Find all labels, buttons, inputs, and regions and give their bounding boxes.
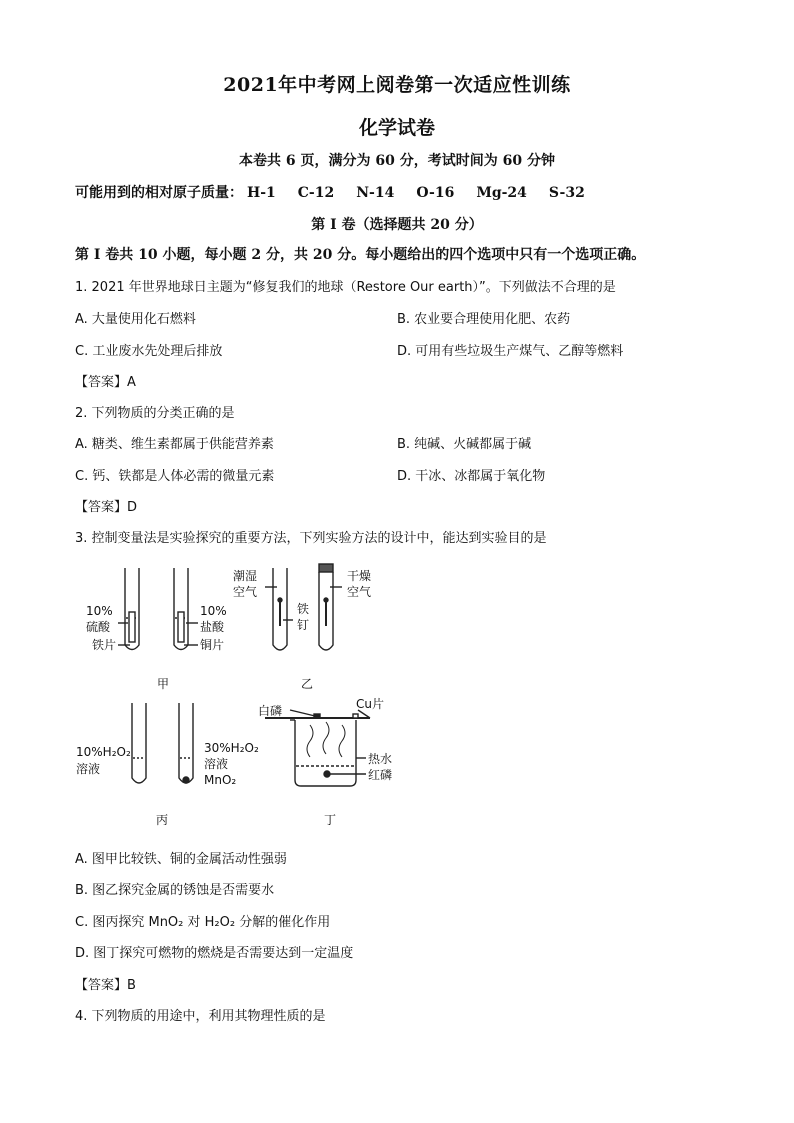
atomic-mass: N-14: [356, 185, 395, 201]
option-d: D. 干冰、冰都属于氧化物: [397, 469, 546, 484]
figure-caption-ding: 丁: [324, 813, 337, 827]
label-sulfuric-acid: 硫酸: [86, 620, 111, 634]
question-stem: 3. 控制变量法是实验探究的重要方法，下列实验方法的设计中，能达到实验目的是: [75, 531, 547, 546]
atomic-mass: O-16: [416, 185, 455, 201]
label-air: 空气: [233, 585, 258, 599]
test-tube-hydrochloric-acid: [174, 568, 188, 650]
test-tube-dry-air: [319, 564, 333, 650]
label-concentration: 10%: [200, 604, 227, 618]
option-d: D. 图丁探究可燃物的燃烧是否需要达到一定温度: [75, 946, 354, 961]
option-b: B. 农业要合理使用化肥、农药: [397, 312, 571, 327]
option-a: A. 图甲比较铁、铜的金属活动性强弱: [75, 852, 287, 867]
label-h2o2-10: 10%H₂O₂: [76, 745, 131, 759]
figure-caption-yi: 乙: [301, 677, 314, 691]
test-tube-moist-air: [273, 568, 287, 650]
label-air: 空气: [347, 585, 372, 599]
atomic-mass: H-1: [247, 185, 276, 201]
part-instructions: 第 I 卷共 10 小题，每小题 2 分，共 20 分。每小题给出的四个选项中只有一个选项正确。: [75, 247, 646, 263]
answer-label: 【答案】: [75, 375, 128, 390]
label-red-phosphorus: 红磷: [368, 768, 393, 782]
label-moist: 潮湿: [233, 569, 258, 583]
exam-title: 2021年中考网上阅卷第一次适应性训练: [223, 74, 571, 96]
label-copper-sheet: Cu片: [356, 697, 384, 711]
answer-value: D: [127, 500, 138, 515]
question-stem: 2. 下列物质的分类正确的是: [75, 406, 235, 421]
atomic-mass: C-12: [297, 185, 335, 201]
answer-value: A: [127, 375, 136, 390]
experiment-figure: [70, 560, 420, 835]
label-solution: 溶液: [76, 762, 101, 776]
atomic-mass: Mg-24: [476, 185, 527, 201]
option-b: B. 图乙探究金属的锈蚀是否需要水: [75, 883, 275, 898]
test-tube-30-percent-h2o2: [179, 703, 193, 783]
subject-title: 化学试卷: [358, 117, 435, 139]
question-stem: 1. 2021 年世界地球日主题为“修复我们的地球（Restore Our earth）”。下列做法不合理的是: [75, 280, 616, 295]
label-iron: 铁: [297, 602, 310, 616]
label-h2o2-30: 30%H₂O₂: [204, 741, 259, 755]
answer-label: 【答案】: [75, 978, 128, 993]
figure-caption-bing: 丙: [156, 813, 169, 827]
atomic-masses: [75, 182, 607, 202]
option-b: B. 纯碱、火碱都属于碱: [397, 437, 532, 452]
option-c: C. 工业废水先处理后排放: [75, 344, 223, 359]
option-c: C. 钙、铁都是人体必需的微量元素: [75, 469, 275, 484]
answer-label: 【答案】: [75, 500, 128, 515]
label-iron-plate: 铁片: [92, 638, 117, 652]
label-hot-water: 热水: [368, 752, 393, 766]
option-a: A. 大量使用化石燃料: [75, 312, 196, 327]
label-concentration: 10%: [86, 604, 113, 618]
atomic-mass: S-32: [548, 185, 585, 201]
option-c: C. 图丙探究 MnO₂ 对 H₂O₂ 分解的催化作用: [75, 915, 331, 930]
answer: [75, 974, 136, 993]
answer-value: B: [127, 978, 136, 993]
label-mno2: MnO₂: [204, 773, 237, 787]
label-solution: 溶液: [204, 757, 229, 771]
label-copper-plate: 铜片: [200, 638, 225, 652]
label-nail: 钉: [297, 618, 310, 632]
label-hydrochloric-acid: 盐酸: [200, 620, 225, 634]
part-title: 第 I 卷（选择题共 20 分）: [311, 217, 483, 233]
option-d: D. 可用有些垃圾生产煤气、乙醇等燃料: [397, 344, 624, 359]
test-tube-sulfuric-acid: [125, 568, 139, 650]
test-tube-10-percent-h2o2: [132, 703, 146, 783]
answer: [75, 496, 137, 515]
atomic-label: 可能用到的相对原子质量：: [75, 185, 243, 201]
figure-caption-jia: 甲: [157, 677, 170, 691]
question-stem: 4. 下列物质的用途中，利用其物理性质的是: [75, 1009, 326, 1024]
exam-info: 本卷共 6 页，满分为 60 分，考试时间为 60 分钟: [239, 153, 555, 169]
label-white-phosphorus: 白磷: [258, 704, 283, 718]
label-dry: 干燥: [347, 569, 372, 583]
option-a: A. 糖类、维生素都属于供能营养素: [75, 437, 274, 452]
answer: [75, 371, 136, 390]
beaker-hot-water: [265, 714, 370, 786]
